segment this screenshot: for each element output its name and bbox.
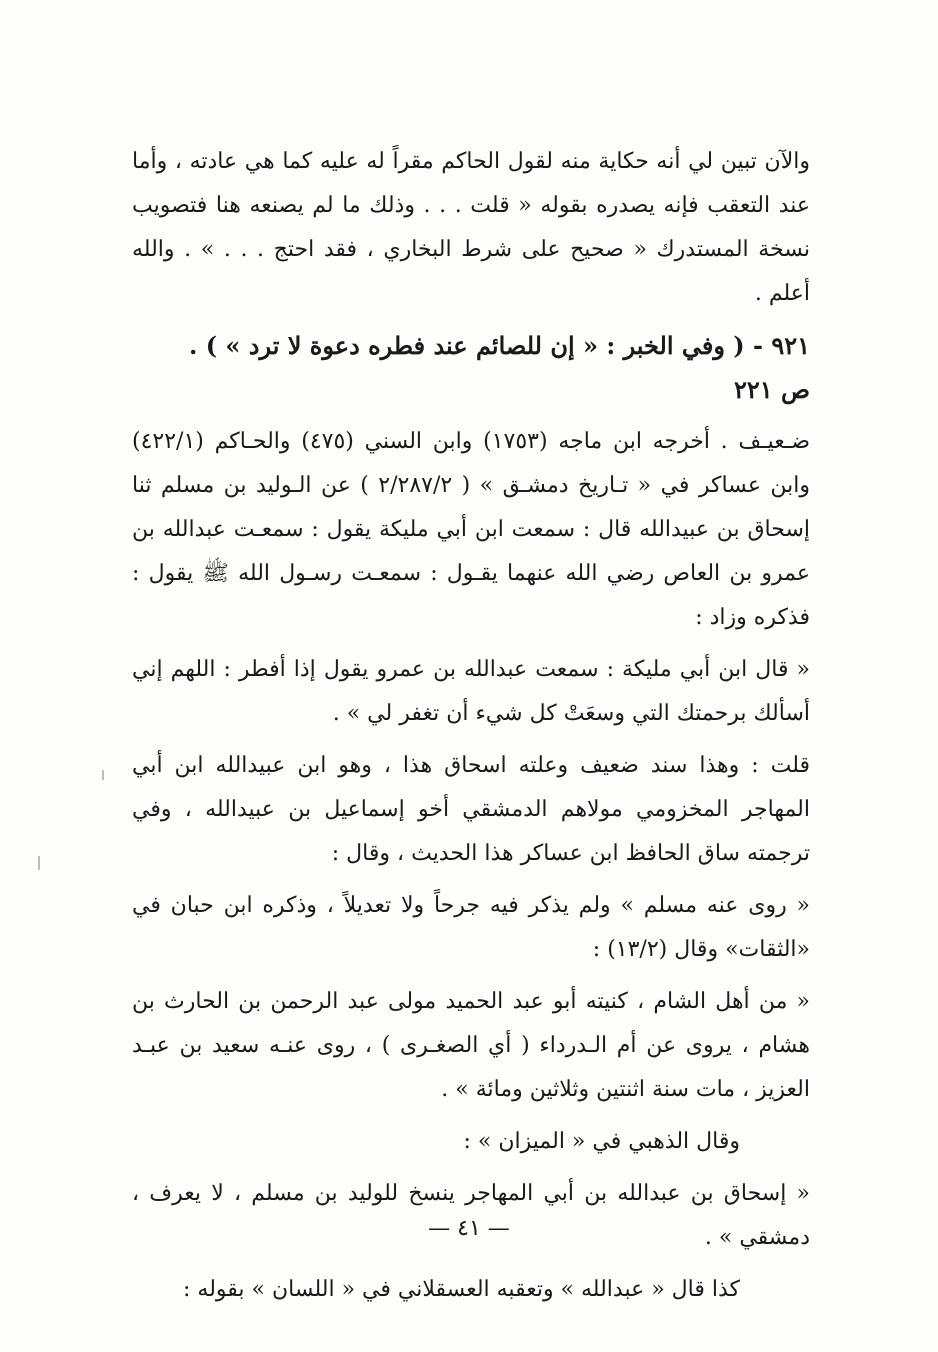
paragraph-1: والآن تبين لي أنه حكاية منه لقول الحاكم مقراً له عليه كما هي عادته ، وأما عند التعقب فإنه يصدره بقوله « قلت . . . وذلك ما لم يصنعه هنا فتصويب نسخة المستدرك « صحيح على شرط البخاري ، فقد احتج . . . » . والله أعلم .	[132, 149, 810, 306]
paragraph-8: « إسحاق بن عبدالله بن أبي المهاجر ينسخ للوليد بن مسلم ، لا يعرف ، دمشقي » .	[132, 1181, 810, 1250]
page-reference: ص ٢٢١	[733, 375, 810, 404]
hadith-heading: ٩٢١ - ( وفي الخبر : « إن للصائم عند فطره دعوة لا ترد » ) .	[188, 331, 810, 360]
paragraph-5: « روى عنه مسلم » ولم يذكر فيه جرحاً ولا تعديلاً ، وذكره ابن حبان في «الثقات» وقال (١٣/٢) :	[132, 893, 810, 962]
paragraph-4: قلت : وهذا سند ضعيف وعلته اسحاق هذا ، وهو ابن عبيدالله ابن أبي المهاجر المخزومي مولاهم الدمشقي أخو إسماعيل بن عبيدالله ، وفي ترجمته ساق الحافظ ابن عساكر هذا الحديث ، وقال :	[132, 753, 810, 866]
paragraph-2: ضـعيـف . أخرجه ابن ماجه (١٧٥٣) وابن السني (٤٧٥) والحـاكم (٤٢٢/١) وابن عساكر في « تـاريخ دمشـق » ( ٢/٢٨٧/٢ ) عن الـوليد بن مسلم ثنا إسحاق بن عبيدالله قال : سمعت ابن أبي مليكة يقول : سمعـت عبدالله بن عمرو بن العاص رضي الله عنهما يقـول : سمعـت رسـول الله ﷺ يقول : فذكره وزاد :	[132, 429, 811, 630]
paragraph-7: وقال الذهبي في « الميزان » :	[463, 1129, 740, 1154]
paragraph-6: « من أهل الشام ، كنيته أبو عبد الحميد مولى عبد الرحمن بن الحارث بن هشام ، يروى عن أم الـدرداء ( أي الصغـرى ) ، روى عنـه سعيد بن عبـد العزيز ، مات سنة اثنتين وثلاثين ومائة » .	[132, 989, 810, 1102]
paragraph-9: كذا قال « عبدالله » وتعقبه العسقلاني في « اللسان » بقوله :	[183, 1277, 740, 1302]
scan-speck	[102, 770, 104, 780]
page-number: — ٤١ —	[428, 1216, 510, 1241]
scan-speck	[38, 856, 40, 870]
page-body	[132, 140, 810, 1320]
paragraph-3: « قال ابن أبي مليكة : سمعت عبدالله بن عمرو يقول إذا أفطر : اللهم إني أسألك برحمتك التي وسعَتْ كل شيء أن تغفر لي » .	[132, 657, 810, 726]
